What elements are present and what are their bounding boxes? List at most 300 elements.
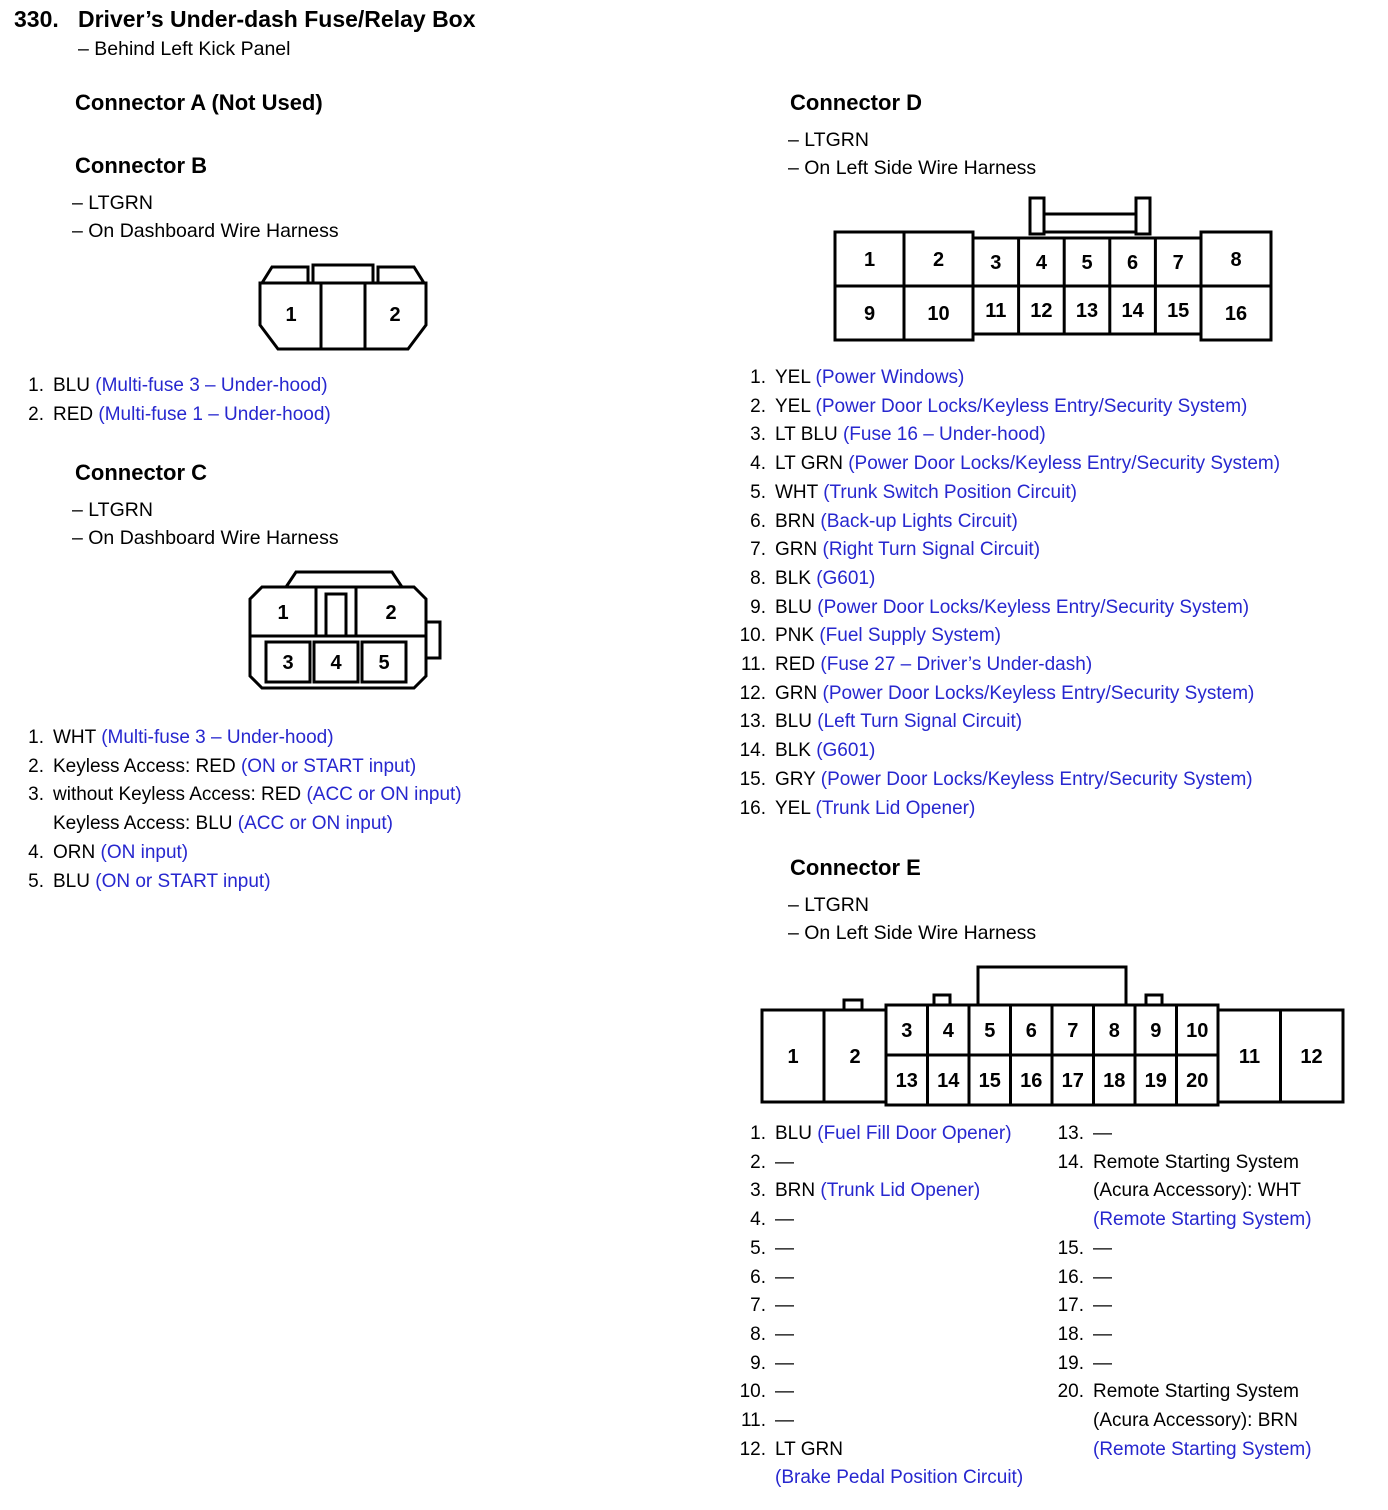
pin-label: 1 xyxy=(863,249,876,271)
wire-color-text: YEL xyxy=(775,367,816,388)
pin-description xyxy=(775,594,1370,623)
pin-label: 10 xyxy=(927,303,950,325)
pin-list-item xyxy=(730,1120,1046,1149)
pin-label: 3 xyxy=(901,1020,913,1042)
pin-list-item xyxy=(20,401,700,430)
wire-color-text: — xyxy=(1093,1323,1112,1345)
connector-e-heading: Connector E xyxy=(790,855,921,880)
wire-color-text: WHT xyxy=(53,727,102,748)
connector-b-drawing xyxy=(258,263,428,353)
pin-label: 7 xyxy=(1172,252,1184,274)
pin-text-line xyxy=(775,536,1370,565)
circuit-link[interactable]: (Fuse 16 – Under-hood) xyxy=(842,424,1046,446)
pin-number: 1. xyxy=(28,375,44,396)
circuit-link[interactable]: (G601) xyxy=(816,740,876,762)
pin-number: 14. xyxy=(739,740,766,762)
pin-text-line xyxy=(53,753,700,782)
pin-description xyxy=(775,680,1370,709)
pin-list-item xyxy=(730,651,1370,680)
wire-color-text: — xyxy=(775,1237,794,1259)
pin-text-line xyxy=(775,737,1370,766)
pin-description xyxy=(775,1206,1046,1235)
pin-description xyxy=(775,450,1370,479)
pin-list-item xyxy=(20,839,700,868)
pin-label: 8 xyxy=(1230,249,1242,271)
pin-description xyxy=(775,1321,1046,1350)
wire-color-text: Keyless Access: BLU xyxy=(53,813,238,835)
wire-color-text: LT BLU xyxy=(775,424,843,446)
pin-description xyxy=(1093,1378,1383,1464)
connector-c-note-harness: – On Dashboard Wire Harness xyxy=(72,527,339,549)
connector-d-diagram xyxy=(833,192,1273,342)
pin-text-line xyxy=(1093,1235,1383,1264)
pin-number: 7. xyxy=(750,539,766,561)
circuit-link[interactable]: (Power Door Locks/Keyless Entry/Security System) xyxy=(848,453,1281,475)
wire-color-text: BRN xyxy=(775,1180,821,1202)
pin-number: 5. xyxy=(28,870,44,892)
pin-list-item xyxy=(730,766,1370,795)
wire-color-text: — xyxy=(1093,1266,1112,1288)
pin-number: 5. xyxy=(750,481,766,503)
pin-number: 5. xyxy=(750,1237,766,1259)
pin-list-item xyxy=(1048,1350,1383,1379)
pin-label: 16 xyxy=(1020,1070,1043,1092)
circuit-link[interactable]: (ACC or ON input) xyxy=(306,784,462,806)
pin-description xyxy=(775,1177,1046,1206)
pin-text-line xyxy=(1093,1321,1383,1350)
wire-color-text: (Acura Accessory): WHT xyxy=(1093,1180,1301,1202)
pin-text-line xyxy=(1093,1206,1383,1235)
wire-color-text: BLU xyxy=(775,596,818,618)
pin-number: 15. xyxy=(1057,1237,1084,1259)
wire-color-text: GRY xyxy=(775,768,821,790)
pin-label: 3 xyxy=(282,652,294,674)
circuit-link[interactable]: (Remote Starting System) xyxy=(1093,1438,1312,1460)
connector-c-drawing xyxy=(244,570,444,700)
pin-list-item xyxy=(730,1436,1046,1493)
circuit-link[interactable]: (Brake Pedal Position Circuit) xyxy=(775,1467,1024,1489)
pin-text-line xyxy=(775,708,1370,737)
pin-text-line xyxy=(775,680,1370,709)
pin-text-line xyxy=(775,1407,1046,1436)
pin-text-line xyxy=(53,401,700,430)
pin-list-item xyxy=(730,1206,1046,1235)
circuit-link[interactable]: (Power Windows) xyxy=(815,367,965,388)
connector-d-pin-list xyxy=(730,364,1370,823)
pin-number: 2. xyxy=(28,403,44,425)
wire-color-text: Keyless Access: RED xyxy=(53,755,241,777)
pin-text-line xyxy=(775,1206,1046,1235)
wire-color-text: Remote Starting System xyxy=(1093,1381,1299,1403)
pin-description xyxy=(775,393,1370,422)
circuit-link[interactable]: (Power Door Locks/Keyless Entry/Security System) xyxy=(817,596,1250,618)
pin-number: 9. xyxy=(750,1352,766,1374)
pin-text-line xyxy=(1093,1436,1383,1465)
wire-color-text: WHT xyxy=(775,481,824,503)
circuit-link[interactable]: (Power Door Locks/Keyless Entry/Security System) xyxy=(820,768,1253,790)
wire-color-text: ORN xyxy=(53,841,101,863)
pin-description xyxy=(1093,1264,1383,1293)
circuit-link[interactable]: (ACC or ON input) xyxy=(237,813,393,835)
pin-description xyxy=(775,1264,1046,1293)
pin-number: 19. xyxy=(1057,1352,1084,1374)
pin-text-line xyxy=(775,766,1370,795)
pin-description xyxy=(53,753,700,782)
circuit-link[interactable]: (Trunk Lid Opener) xyxy=(815,797,976,819)
pin-number: 8. xyxy=(750,1323,766,1345)
pin-text-line xyxy=(775,795,1370,824)
pin-label: 14 xyxy=(1121,300,1144,322)
circuit-link[interactable]: (Trunk Lid Opener) xyxy=(820,1180,981,1202)
pin-label: 11 xyxy=(985,300,1007,322)
pin-description xyxy=(53,868,700,897)
pin-list-item xyxy=(730,1264,1046,1293)
pin-label: 20 xyxy=(1186,1070,1209,1092)
wire-color-text: RED xyxy=(53,403,99,425)
wire-color-text: BLK xyxy=(775,567,817,589)
pin-label: 14 xyxy=(937,1070,960,1092)
pin-description xyxy=(775,766,1370,795)
pin-number: 16. xyxy=(1057,1266,1084,1288)
pin-list-item xyxy=(730,1177,1046,1206)
pin-list-item xyxy=(730,508,1370,537)
pin-number: 4. xyxy=(28,841,44,863)
pin-text-line xyxy=(775,364,1370,393)
wire-color-text: BLK xyxy=(775,740,817,762)
pin-list-item xyxy=(730,393,1370,422)
pin-description xyxy=(53,781,700,838)
pin-label: 12 xyxy=(1300,1046,1323,1068)
pin-number: 6. xyxy=(750,1266,766,1288)
pin-description xyxy=(775,1292,1046,1321)
pin-list-item xyxy=(1048,1149,1383,1235)
circuit-link[interactable]: (Right Turn Signal Circuit) xyxy=(822,539,1041,561)
circuit-link[interactable]: (G601) xyxy=(816,567,876,589)
pin-description xyxy=(775,622,1370,651)
wire-color-text: Remote Starting System xyxy=(1093,1151,1299,1173)
pin-description xyxy=(775,1235,1046,1264)
pin-label: 9 xyxy=(863,303,876,325)
pin-description xyxy=(53,724,700,753)
connector-e-pin-list-left xyxy=(730,1120,1046,1493)
connector-c-outline xyxy=(250,572,440,688)
pin-text-line xyxy=(53,724,700,753)
pin-text-line xyxy=(53,372,700,401)
circuit-link[interactable]: (Fuel Supply System) xyxy=(819,625,1001,647)
wire-color-text: (Acura Accessory): BRN xyxy=(1093,1410,1298,1432)
connector-e-notes xyxy=(788,891,1036,947)
wire-color-text: — xyxy=(775,1266,794,1288)
pin-list-item xyxy=(730,737,1370,766)
wire-color-text: YEL xyxy=(775,797,816,819)
pin-description xyxy=(775,421,1370,450)
pin-list-item xyxy=(730,1292,1046,1321)
pin-number: 11. xyxy=(740,654,766,676)
wire-color-text: — xyxy=(775,1323,794,1345)
pin-text-line xyxy=(775,1464,1046,1493)
pin-text-line xyxy=(53,868,700,897)
connector-c-heading: Connector C xyxy=(75,460,207,485)
pin-label: 1 xyxy=(787,1046,799,1068)
pin-description xyxy=(775,1407,1046,1436)
connector-c-note-color: – LTGRN xyxy=(72,499,153,521)
connector-c-pin-list xyxy=(20,724,700,896)
pin-description xyxy=(775,536,1370,565)
pin-description xyxy=(53,839,700,868)
connector-d-heading: Connector D xyxy=(790,90,922,115)
pin-label: 8 xyxy=(1108,1020,1120,1042)
pin-text-line xyxy=(775,450,1370,479)
pin-label: 5 xyxy=(984,1020,996,1042)
pin-text-line xyxy=(775,1264,1046,1293)
pin-label: 2 xyxy=(932,249,945,271)
pin-label: 15 xyxy=(1167,300,1190,322)
pin-text-line xyxy=(775,1378,1046,1407)
pin-description xyxy=(775,708,1370,737)
pin-description xyxy=(775,364,1370,393)
wire-color-text: LT GRN xyxy=(775,453,849,475)
pin-number: 6. xyxy=(750,510,766,532)
pin-label: 12 xyxy=(1030,300,1053,322)
pin-list-item xyxy=(730,594,1370,623)
connector-b-note-color: – LTGRN xyxy=(72,192,153,214)
pin-number: 13. xyxy=(1057,1123,1084,1144)
pin-text-line xyxy=(775,651,1370,680)
pin-list-item xyxy=(730,1149,1046,1178)
wire-color-text: RED xyxy=(775,654,821,676)
pin-list-item xyxy=(1048,1235,1383,1264)
circuit-link[interactable]: (Fuse 27 – Driver’s Under-dash) xyxy=(820,654,1093,676)
pin-label: 1 xyxy=(277,602,289,624)
pin-text-line xyxy=(775,1350,1046,1379)
pin-list-item xyxy=(20,868,700,897)
pin-label: 13 xyxy=(895,1070,918,1092)
connector-e-outline xyxy=(762,967,1343,1105)
wire-color-text: — xyxy=(1093,1352,1112,1374)
pin-number: 10. xyxy=(739,1381,766,1403)
wire-color-text: without Keyless Access: RED xyxy=(53,784,307,806)
pin-list-item xyxy=(730,795,1370,824)
connector-a-heading: Connector A (Not Used) xyxy=(75,90,323,115)
circuit-link[interactable]: (Remote Starting System) xyxy=(1093,1209,1312,1231)
pin-number: 9. xyxy=(750,596,766,618)
pin-number: 10. xyxy=(739,625,766,647)
pin-list-item xyxy=(1048,1378,1383,1464)
pin-text-line xyxy=(53,810,700,839)
section-number: 330. xyxy=(14,6,59,32)
connector-c-notes xyxy=(72,496,339,552)
connector-d-notes xyxy=(788,126,1036,182)
pin-number: 15. xyxy=(739,768,766,790)
wire-color-text: PNK xyxy=(775,625,820,647)
circuit-link[interactable]: (ON or START input) xyxy=(240,755,417,777)
pin-number: 13. xyxy=(739,711,766,733)
circuit-link[interactable]: (Left Turn Signal Circuit) xyxy=(817,711,1023,733)
pin-number: 3. xyxy=(28,784,44,806)
wire-color-text: GRN xyxy=(775,539,823,561)
pin-text-line xyxy=(1093,1292,1383,1321)
pin-list-item xyxy=(730,1350,1046,1379)
pin-label: 2 xyxy=(849,1046,861,1068)
pin-label: 15 xyxy=(978,1070,1001,1092)
circuit-link[interactable]: (ON input) xyxy=(100,841,189,863)
pin-list-item xyxy=(730,565,1370,594)
pin-label: 13 xyxy=(1075,300,1099,322)
pin-list-item xyxy=(730,1378,1046,1407)
pin-text-line xyxy=(53,781,700,810)
pin-text-line xyxy=(775,1235,1046,1264)
wire-color-text: YEL xyxy=(775,395,816,417)
pin-text-line xyxy=(775,421,1370,450)
wire-color-text: — xyxy=(775,1381,794,1403)
pin-label: 16 xyxy=(1224,303,1248,325)
pin-description xyxy=(775,1378,1046,1407)
pin-description xyxy=(1093,1235,1383,1264)
pin-label: 4 xyxy=(330,652,342,674)
pin-text-line xyxy=(775,594,1370,623)
wire-color-text: GRN xyxy=(775,682,823,704)
circuit-link[interactable]: (Trunk Switch Position Circuit) xyxy=(823,481,1077,503)
connector-b-diagram xyxy=(258,263,428,353)
circuit-link[interactable]: (Multi-fuse 3 – Under-hood) xyxy=(101,727,334,748)
wire-color-text: — xyxy=(775,1410,794,1432)
wire-color-text: BLU xyxy=(53,375,96,396)
wire-color-text: — xyxy=(1093,1237,1112,1259)
pin-list-item xyxy=(20,781,700,838)
connector-e-note-color: – LTGRN xyxy=(788,894,869,916)
pin-text-line xyxy=(775,393,1370,422)
circuit-link[interactable]: (Fuel Fill Door Opener) xyxy=(817,1123,1012,1144)
wire-color-text: — xyxy=(775,1151,794,1173)
pin-text-line xyxy=(1093,1177,1383,1206)
pin-text-line xyxy=(775,622,1370,651)
pin-description xyxy=(1093,1120,1383,1149)
pin-label: 5 xyxy=(1081,252,1093,274)
wire-color-text: BLU xyxy=(53,870,96,892)
pin-list-item xyxy=(730,536,1370,565)
pin-label: 3 xyxy=(990,252,1002,274)
pin-label: 9 xyxy=(1150,1020,1162,1042)
wire-color-text: — xyxy=(775,1209,794,1231)
pin-number: 4. xyxy=(750,453,766,475)
pin-number: 11. xyxy=(740,1410,766,1432)
connector-e-pin-list-right xyxy=(1048,1120,1383,1464)
pin-text-line xyxy=(775,1177,1046,1206)
pin-number: 16. xyxy=(739,797,766,819)
pin-label: 10 xyxy=(1186,1020,1209,1042)
connector-b-heading: Connector B xyxy=(75,153,207,178)
circuit-link[interactable]: (Multi-fuse 1 – Under-hood) xyxy=(98,403,331,425)
pin-label: 4 xyxy=(942,1020,954,1042)
connector-d-note-color: – LTGRN xyxy=(788,129,869,151)
pin-description xyxy=(775,565,1370,594)
pin-number: 8. xyxy=(750,567,766,589)
pin-number: 2. xyxy=(750,395,766,417)
pin-text-line xyxy=(775,565,1370,594)
circuit-link[interactable]: (Multi-fuse 3 – Under-hood) xyxy=(95,375,328,396)
circuit-link[interactable]: (Power Door Locks/Keyless Entry/Security System) xyxy=(815,395,1248,417)
pin-text-line xyxy=(1093,1378,1383,1407)
pin-description xyxy=(775,508,1370,537)
circuit-link[interactable]: (Power Door Locks/Keyless Entry/Security System) xyxy=(822,682,1255,704)
pin-text-line xyxy=(1093,1350,1383,1379)
pin-text-line xyxy=(775,508,1370,537)
pin-number: 1. xyxy=(750,1123,766,1144)
pin-text-line xyxy=(775,479,1370,508)
pin-number: 3. xyxy=(750,1180,766,1202)
pin-number: 3. xyxy=(750,424,766,446)
pin-number: 2. xyxy=(28,755,44,777)
pin-list-item xyxy=(1048,1292,1383,1321)
pin-text-line xyxy=(775,1436,1046,1465)
pin-label: 1 xyxy=(285,304,297,326)
page-location: – Behind Left Kick Panel xyxy=(78,38,291,60)
pin-list-item xyxy=(730,1407,1046,1436)
pin-label: 11 xyxy=(1238,1046,1261,1068)
wire-color-text: — xyxy=(1093,1123,1112,1144)
pin-list-item xyxy=(1048,1120,1383,1149)
pin-label: 17 xyxy=(1061,1070,1084,1092)
pin-number: 1. xyxy=(28,727,44,748)
pin-text-line xyxy=(1093,1149,1383,1178)
pin-list-item xyxy=(20,724,700,753)
pin-label: 5 xyxy=(378,652,390,674)
pin-text-line xyxy=(1093,1264,1383,1293)
pin-number: 17. xyxy=(1057,1295,1084,1317)
pin-list-item xyxy=(730,708,1370,737)
pin-description xyxy=(775,1120,1046,1149)
pin-label: 2 xyxy=(389,304,401,326)
pin-list-item xyxy=(1048,1264,1383,1293)
pin-number: 2. xyxy=(750,1151,766,1173)
pin-number: 18. xyxy=(1057,1323,1084,1345)
pin-text-line xyxy=(1093,1407,1383,1436)
pin-description xyxy=(1093,1321,1383,1350)
pin-description xyxy=(775,1436,1046,1493)
pin-text-line xyxy=(53,839,700,868)
pin-list-item xyxy=(730,479,1370,508)
wire-color-text: — xyxy=(775,1352,794,1374)
pin-description xyxy=(775,737,1370,766)
pin-list-item xyxy=(730,1321,1046,1350)
pin-number: 14. xyxy=(1057,1151,1084,1173)
pin-description xyxy=(775,1350,1046,1379)
wire-color-text: BRN xyxy=(775,510,821,532)
pin-number: 7. xyxy=(750,1295,766,1317)
connector-c-diagram xyxy=(244,570,444,700)
pin-number: 4. xyxy=(750,1209,766,1231)
pin-label: 2 xyxy=(385,602,397,624)
page-title: Driver’s Under-dash Fuse/Relay Box xyxy=(78,6,476,32)
pin-description xyxy=(1093,1149,1383,1235)
circuit-link[interactable]: (Back-up Lights Circuit) xyxy=(820,510,1018,532)
wire-color-text: — xyxy=(1093,1295,1112,1317)
pin-description xyxy=(775,1149,1046,1178)
pin-label: 19 xyxy=(1144,1070,1167,1092)
connector-b-pin-list xyxy=(20,372,700,429)
wire-color-text: — xyxy=(775,1295,794,1317)
circuit-link[interactable]: (ON or START input) xyxy=(95,870,271,892)
connector-b-notes xyxy=(72,189,339,245)
pin-description xyxy=(53,401,700,430)
pin-list-item xyxy=(730,1235,1046,1264)
pin-text-line xyxy=(775,1149,1046,1178)
connector-d-drawing xyxy=(833,192,1273,342)
pin-list-item xyxy=(20,372,700,401)
pin-list-item xyxy=(20,753,700,782)
pin-text-line xyxy=(775,1120,1046,1149)
pin-label: 7 xyxy=(1067,1020,1079,1042)
